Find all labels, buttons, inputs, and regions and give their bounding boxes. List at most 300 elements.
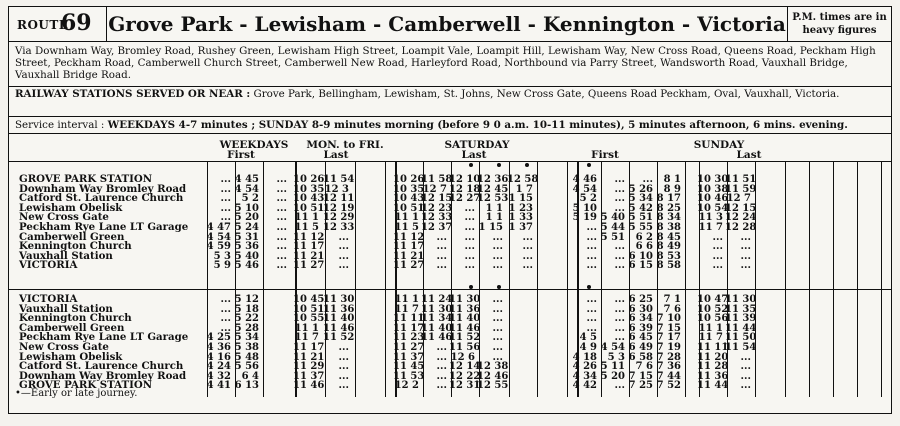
down-sun-cell: 6 10	[628, 250, 653, 262]
up-wd-cell: 5 48	[234, 351, 259, 363]
down-wd-cell: 5 36	[234, 241, 259, 253]
early-late-dot	[497, 163, 501, 167]
column-rule	[657, 161, 658, 397]
down-mf-cell: 10 26	[293, 174, 325, 185]
up-sun-cell: 10 47	[697, 294, 729, 305]
up-sat-cell: 11 56	[449, 342, 481, 353]
down-sun-cell: ...	[586, 241, 597, 253]
down-sat-cell: ...	[464, 241, 475, 253]
up-sat-cell: 11 17	[393, 322, 425, 334]
early-late-dot	[525, 163, 529, 167]
down-wd-cell: ...	[220, 212, 231, 224]
up-wd-cell: 5 34	[234, 332, 259, 344]
down-sat-cell: ...	[436, 241, 447, 253]
column-rule	[785, 161, 786, 397]
up-sun-cell: 4 26	[572, 361, 597, 373]
down-sun-cell: 8 25	[656, 202, 681, 214]
down-wd-cell: ...	[220, 193, 231, 205]
down-sun-cell: ...	[586, 250, 597, 262]
sunday-head: SUNDAY	[693, 139, 745, 151]
down-mf-cell: 12 33	[323, 222, 355, 233]
up-sun-cell: 11 11	[697, 342, 729, 353]
up-sun-cell: 7 28	[656, 351, 681, 363]
down-sat-cell: 12 53	[477, 193, 509, 205]
down-sat-cell: ...	[464, 250, 475, 262]
up-sun-cell: 5 11	[600, 361, 625, 373]
early-late-dot	[587, 285, 591, 289]
down-wd-cell: ...	[220, 183, 231, 195]
down-wd-cell: 5 40	[234, 250, 259, 262]
up-sat-cell: 12 46	[477, 370, 509, 382]
down-wd-cell: 5 9	[213, 260, 231, 272]
up-sat-cell: ...	[436, 370, 447, 382]
down-sun-cell: 5 2	[579, 193, 597, 205]
down-sat-cell: ...	[464, 212, 475, 224]
down-mf-cell: ...	[338, 231, 349, 243]
up-wd-cell: ...	[220, 303, 231, 315]
up-station: Downham Way Bromley Road	[19, 369, 187, 382]
down-wd-cell: 4 54	[206, 231, 231, 243]
up-sun-cell: ...	[586, 322, 597, 334]
down-sat-cell: ...	[436, 260, 447, 272]
down-wd-cell: 5 2	[241, 193, 259, 205]
up-station: Vauxhall Station	[19, 302, 113, 315]
column-rule	[263, 161, 264, 397]
down-wd-cell: 4 47	[206, 222, 231, 233]
early-late-dot	[497, 285, 501, 289]
down-station: Camberwell Green	[19, 230, 125, 243]
down-sat-cell: 10 43	[393, 193, 425, 205]
down-sun-cell: 6 2	[635, 231, 653, 243]
down-sun-cell: 8 1	[663, 174, 681, 185]
down-station: Catford St. Laurence Church	[19, 192, 184, 205]
down-sun-cell: 5 34	[628, 193, 653, 205]
weekdays-first: First	[227, 149, 255, 161]
down-sun-cell: 5 10	[572, 202, 597, 214]
up-station: Kennington Church	[19, 312, 132, 325]
down-sat-cell: ...	[464, 202, 475, 214]
down-sun-cell: 8 53	[656, 250, 681, 262]
down-station: Lewisham Obelisk	[19, 201, 123, 214]
down-sun-cell: ...	[586, 222, 597, 233]
down-station: GROVE PARK STATION	[19, 173, 153, 185]
up-sun-cell: ...	[586, 294, 597, 305]
up-wd-cell: 5 28	[234, 322, 259, 334]
down-sat-cell: 1 15	[508, 193, 533, 205]
up-mf-cell: 11 40	[323, 313, 355, 325]
up-sun-cell: 11 20	[697, 351, 729, 363]
up-sun-cell: ...	[614, 313, 625, 325]
up-sun-cell: 7 10	[656, 313, 681, 325]
up-mf-cell: ...	[338, 370, 349, 382]
down-sun-cell: ...	[586, 231, 597, 243]
up-sat-cell: ...	[436, 361, 447, 373]
down-sat-cell: 11 5	[394, 222, 419, 233]
down-sat-cell: 1 23	[508, 202, 533, 214]
down-sun-cell: 10 46	[697, 193, 729, 205]
up-mf-cell: 11 46	[323, 322, 355, 334]
via-text: Via Downham Way, Bromley Road, Rushey Green, Lewisham High Street, Loampit Vale, Loampit Hill, Lewisham Way, New Cross Road, Queens Road, Peckham High Street, Peckham Road, Camberwell Church Street, Camberwell New Road, Harleyford Road, Northbound via Parry Street, Wandsworth Road, Vauxhall Bridge, Vauxhall Bridge Road.	[15, 45, 876, 81]
up-sat-cell: ...	[492, 332, 503, 344]
up-wd-cell: 6 13	[234, 380, 259, 392]
up-mf-cell: 11 1	[294, 322, 319, 334]
down-sun-cell: ...	[614, 193, 625, 205]
up-sun-cell: ...	[586, 303, 597, 315]
down-sun-cell: 8 9	[663, 183, 681, 195]
down-sat-cell: ...	[464, 260, 475, 272]
column-rule	[727, 161, 728, 397]
weekdays-head: WEEKDAYS	[219, 139, 289, 151]
down-sun-cell: 6 15	[628, 260, 653, 272]
down-sun-cell: 5 42	[628, 202, 653, 214]
column-rule	[395, 161, 397, 397]
down-sat-cell: 11 1	[394, 212, 419, 224]
up-sun-cell: 11 1	[698, 322, 723, 334]
down-sun-cell: 5 19	[572, 212, 597, 224]
up-station: Catford St. Laurence Church	[19, 360, 184, 373]
times-grid	[9, 139, 891, 401]
down-sat-cell: 10 35	[393, 183, 425, 195]
up-sun-cell: 11 54	[725, 342, 757, 353]
footnote: •—Early or late journey.	[15, 388, 138, 399]
up-mf-cell: 11 36	[323, 303, 355, 315]
down-sun-cell: ...	[740, 250, 751, 262]
column-rule	[325, 161, 326, 397]
down-wd-cell: ...	[276, 241, 287, 253]
column-rule	[685, 161, 686, 397]
saturday-head: SATURDAY	[444, 139, 510, 151]
down-sun-cell: ...	[614, 250, 625, 262]
section-divider	[9, 289, 891, 290]
up-mf-cell: 11 29	[293, 361, 325, 373]
up-mf-cell: 11 7	[294, 332, 319, 344]
up-sun-cell: 11 28	[697, 361, 729, 373]
down-sat-cell: ...	[522, 250, 533, 262]
up-sun-cell: ...	[614, 322, 625, 334]
down-sun-cell: 5 44	[600, 222, 625, 233]
column-rule	[355, 161, 356, 397]
up-sun-cell: ...	[740, 351, 751, 363]
down-sat-cell: 1 33	[508, 212, 533, 224]
column-rule	[755, 161, 756, 397]
down-wd-cell: ...	[276, 212, 287, 224]
down-sun-cell: 8 17	[656, 193, 681, 205]
up-mf-cell: ...	[338, 380, 349, 392]
down-sat-cell: ...	[492, 260, 503, 272]
down-sun-cell: 12 7	[726, 193, 751, 205]
down-sun-cell: ...	[614, 183, 625, 195]
up-wd-cell: 4 32	[206, 370, 231, 382]
up-sun-cell: 6 45	[628, 332, 653, 344]
up-sun-cell: 7 15	[628, 370, 653, 382]
down-sat-cell: 1 1	[485, 202, 503, 214]
up-sun-cell: 7 52	[656, 380, 681, 392]
up-sat-cell: 11 23	[393, 332, 425, 344]
column-rule	[567, 161, 568, 397]
down-sat-cell: 11 58	[421, 174, 453, 185]
down-sun-cell: 11 7	[698, 222, 723, 233]
down-sun-cell: 11 59	[725, 183, 757, 195]
down-station: Kennington Church	[19, 240, 132, 253]
down-sat-cell: ...	[522, 260, 533, 272]
up-station: VICTORIA	[19, 293, 78, 305]
column-rule	[479, 161, 480, 397]
down-sun-cell: 5 55	[628, 222, 653, 233]
down-sat-cell: ...	[464, 231, 475, 243]
up-sun-cell: 7 19	[656, 342, 681, 353]
down-mf-cell: ...	[338, 241, 349, 253]
header-bar	[9, 7, 891, 42]
up-sun-cell: ...	[614, 303, 625, 315]
pm-note: P.M. times are in heavy figures	[787, 7, 891, 41]
down-mf-cell: 12 19	[323, 202, 355, 214]
down-wd-cell: 5 10	[234, 202, 259, 214]
up-sun-cell: 4 5	[579, 332, 597, 344]
down-mf-cell: 11 21	[293, 250, 325, 262]
up-wd-cell: 4 16	[206, 351, 231, 363]
up-sat-cell: ...	[492, 294, 503, 305]
up-sun-cell: 6 30	[628, 303, 653, 315]
rail-label: RAILWAY STATIONS SERVED OR NEAR :	[15, 88, 251, 100]
down-sat-cell: 1 15	[478, 222, 503, 233]
down-sun-cell: 5 51	[628, 212, 653, 224]
down-sun-cell: ...	[614, 202, 625, 214]
column-rule	[577, 161, 579, 397]
down-mf-cell: 10 43	[293, 193, 325, 205]
up-sun-cell: 7 25	[628, 380, 653, 392]
down-sun-cell: ...	[614, 260, 625, 272]
up-mf-cell: 11 30	[323, 294, 355, 305]
up-wd-cell: 4 25	[206, 332, 231, 344]
up-mf-cell: 10 45	[293, 294, 325, 305]
down-station: Downham Way Bromley Road	[19, 182, 187, 195]
down-sat-cell: ...	[492, 231, 503, 243]
up-sat-cell: 11 30	[421, 303, 453, 315]
down-sat-cell: ...	[436, 231, 447, 243]
up-sat-cell: 11 34	[421, 313, 453, 325]
column-rule	[509, 161, 510, 397]
down-sun-cell: 5 40	[600, 212, 625, 224]
column-rule	[451, 161, 452, 397]
up-station: New Cross Gate	[19, 341, 109, 353]
column-rule	[385, 161, 386, 397]
up-station: Camberwell Green	[19, 321, 125, 334]
down-sun-cell: ...	[712, 231, 723, 243]
up-sun-cell: 5 3	[607, 351, 625, 363]
down-wd-cell: ...	[276, 250, 287, 262]
up-sat-cell: 11 40	[449, 313, 481, 325]
down-sun-cell: ...	[740, 260, 751, 272]
down-wd-cell: ...	[276, 193, 287, 205]
up-sat-cell: 11 52	[449, 332, 481, 344]
early-late-dot	[469, 285, 473, 289]
up-sun-cell: 7 17	[656, 332, 681, 344]
up-sun-cell: 7 1	[663, 294, 681, 305]
up-sun-cell: 7 36	[656, 361, 681, 373]
up-sun-cell: 11 36	[697, 370, 729, 382]
up-sun-cell: ...	[586, 313, 597, 325]
up-sat-cell: ...	[492, 303, 503, 315]
up-sat-cell: ...	[492, 322, 503, 334]
up-sat-cell: 11 36	[449, 303, 481, 315]
down-mf-cell: ...	[338, 260, 349, 272]
up-sat-cell: ...	[436, 351, 447, 363]
down-sat-cell: 11 27	[393, 260, 425, 272]
down-mf-cell: 12 3	[324, 183, 349, 195]
down-sat-cell: ...	[464, 222, 475, 233]
down-station: Peckham Rye Lane LT Garage	[19, 221, 189, 233]
up-wd-cell: 6 4	[241, 370, 259, 382]
down-sat-cell: 12 33	[421, 212, 453, 224]
up-sat-cell: ...	[492, 351, 503, 363]
down-sun-cell: 11 51	[725, 174, 757, 185]
up-sun-cell: 10 52	[697, 303, 729, 315]
route-label: ROUTE	[17, 18, 69, 32]
down-sat-cell: 10 26	[393, 174, 425, 185]
up-sun-cell: 4 54	[600, 342, 625, 353]
up-sun-cell: 4 42	[572, 380, 597, 392]
down-mf-cell: 12 11	[323, 193, 355, 205]
up-wd-cell: 4 36	[206, 342, 231, 353]
up-sun-cell: ...	[614, 332, 625, 344]
up-wd-cell: ...	[220, 294, 231, 305]
down-mf-cell: 12 29	[323, 212, 355, 224]
down-sun-cell: ...	[642, 174, 653, 185]
up-sat-cell: 11 30	[449, 294, 481, 305]
up-sat-cell: ...	[492, 313, 503, 325]
down-mf-cell: 10 35	[293, 183, 325, 195]
down-mf-cell: 10 51	[293, 202, 325, 214]
down-sat-cell: 11 17	[393, 241, 425, 253]
down-mf-cell: 11 27	[293, 260, 325, 272]
route-number: 69	[61, 10, 92, 36]
up-wd-cell: 5 56	[234, 361, 259, 373]
up-mf-cell: 11 46	[293, 380, 325, 392]
up-wd-cell: 5 18	[234, 303, 259, 315]
service-text: WEEKDAYS 4-7 minutes ; SUNDAY 8-9 minutes morning (before 9 0 a.m. 10-11 minutes), 5 minutes afternoon, 6 mins. evening.	[107, 119, 848, 131]
down-sun-cell: 11 3	[698, 212, 723, 224]
down-sat-cell: 12 7	[422, 183, 447, 195]
down-wd-cell: 5 3	[213, 250, 231, 262]
up-wd-cell: ...	[220, 313, 231, 325]
service-label: Service interval :	[15, 119, 105, 131]
up-sun-cell: 10 56	[697, 313, 729, 325]
up-sat-cell: 11 27	[393, 342, 425, 353]
up-station: Lewisham Obelisk	[19, 350, 123, 363]
down-sun-cell: 4 54	[572, 183, 597, 195]
down-wd-cell: 5 31	[234, 231, 259, 243]
down-station: Vauxhall Station	[19, 249, 113, 262]
down-sun-cell: 6 6	[635, 241, 653, 253]
column-rule	[881, 161, 882, 397]
up-sun-cell: ...	[740, 370, 751, 382]
up-sun-cell: 11 50	[725, 332, 757, 344]
down-wd-cell: ...	[276, 231, 287, 243]
down-sun-cell: 12 28	[725, 222, 757, 233]
up-sat-cell: ...	[436, 342, 447, 353]
down-wd-cell: 5 46	[234, 260, 259, 272]
column-rule	[537, 161, 538, 397]
down-wd-cell: ...	[276, 183, 287, 195]
down-sat-cell: 12 10	[449, 174, 481, 185]
down-sat-cell: 12 45	[477, 183, 509, 195]
up-sat-cell: 12 55	[477, 380, 509, 392]
up-sun-cell: 11 7	[698, 332, 723, 344]
up-sun-cell: 6 58	[628, 351, 653, 363]
down-station: VICTORIA	[19, 259, 78, 272]
up-sun-cell: ...	[740, 380, 751, 392]
up-wd-cell: 4 41	[206, 380, 231, 392]
up-mf-cell: 10 51	[293, 303, 325, 315]
up-sat-cell: ...	[436, 380, 447, 392]
railway-stations	[15, 88, 885, 100]
down-sun-cell: 12 24	[725, 212, 757, 224]
down-sun-cell: ...	[712, 260, 723, 272]
down-sun-cell: ...	[712, 241, 723, 253]
divider-0	[9, 161, 891, 162]
up-sun-cell: ...	[614, 294, 625, 305]
down-wd-cell: 5 20	[234, 212, 259, 224]
early-late-dot	[469, 163, 473, 167]
down-sun-cell: 8 49	[656, 241, 681, 253]
down-sun-cell: 12 15	[725, 202, 757, 214]
up-sun-cell: 11 39	[725, 313, 757, 325]
up-sat-cell: 11 40	[421, 322, 453, 334]
up-sun-cell: 11 44	[697, 380, 729, 392]
down-wd-cell: 5 24	[234, 222, 259, 233]
column-rule	[423, 161, 424, 397]
column-rule	[295, 161, 297, 397]
up-mf-cell: ...	[338, 351, 349, 363]
down-mf-cell: 11 1	[294, 212, 319, 224]
up-sat-cell: 11 46	[421, 332, 453, 344]
down-sun-cell: 8 58	[656, 260, 681, 272]
up-sat-cell: 12 2	[394, 380, 419, 392]
up-station: Peckham Rye Lane LT Garage	[19, 331, 189, 344]
down-sun-cell: ...	[614, 241, 625, 253]
up-sat-cell: 11 1	[394, 294, 419, 305]
down-sat-cell: ...	[436, 250, 447, 262]
down-station: New Cross Gate	[19, 211, 109, 224]
up-sun-cell: 11 35	[725, 303, 757, 315]
saturday-last: Last	[461, 149, 487, 161]
column-rule	[809, 161, 810, 397]
up-wd-cell: ...	[220, 322, 231, 334]
up-sun-cell: 6 25	[628, 294, 653, 305]
down-sun-cell: ...	[586, 260, 597, 272]
up-sun-cell: 4 9	[579, 342, 597, 353]
up-sat-cell: 11 7	[394, 303, 419, 315]
column-rule	[833, 161, 834, 397]
up-sat-cell: 11 24	[421, 294, 453, 305]
down-wd-cell: ...	[276, 222, 287, 233]
down-sun-cell: 5 26	[628, 183, 653, 195]
route-title: Grove Park - Lewisham - Camberwell - Kennington - Victoria	[108, 12, 786, 36]
rail-text: Grove Park, Bellingham, Lewisham, St. Johns, New Cross Gate, Queens Road Peckham, Oval, Vauxhall, Victoria.	[253, 88, 840, 100]
up-sun-cell: 6 34	[628, 313, 653, 325]
monfri-head: MON. to FRI.	[306, 139, 384, 151]
up-sun-cell: 6 39	[628, 322, 653, 334]
up-sat-cell: 11 45	[393, 361, 425, 373]
up-mf-cell: 11 21	[293, 351, 325, 363]
up-sat-cell: 12 22	[449, 370, 481, 382]
down-sun-cell: ...	[740, 231, 751, 243]
down-sat-cell: 11 12	[393, 231, 425, 243]
column-rule	[207, 161, 208, 397]
down-sat-cell: 12 58	[507, 174, 539, 185]
up-sat-cell: 11 37	[393, 351, 425, 363]
up-sat-cell: 12 14	[449, 361, 481, 373]
